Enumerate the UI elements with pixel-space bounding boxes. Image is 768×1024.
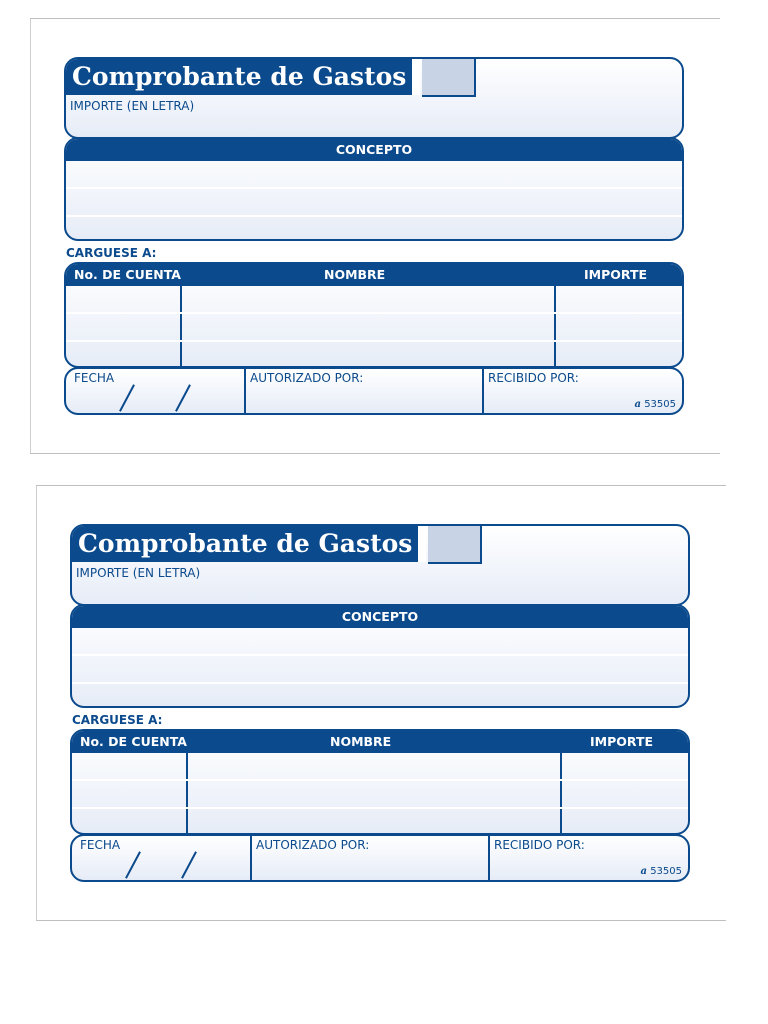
form-sheet-1 (30, 18, 720, 454)
amount-in-words-label: IMPORTE (EN LETRA) (76, 566, 201, 580)
account-table-header (66, 264, 682, 286)
date-separator (125, 851, 141, 878)
date-label: FECHA (74, 371, 115, 385)
title-divider (414, 526, 426, 562)
signature-box (64, 367, 684, 415)
concept-line (66, 187, 682, 189)
concept-header: CONCEPTO (66, 139, 682, 161)
footer-divider (482, 369, 484, 413)
charge-to-label: CARGUESE A: (72, 713, 163, 727)
account-table-header (72, 731, 688, 753)
column-divider (554, 286, 556, 366)
column-divider (186, 753, 188, 833)
concept-box (70, 604, 690, 708)
concept-header: CONCEPTO (72, 606, 688, 628)
received-by-label: RECIBIDO POR: (488, 371, 579, 385)
title-divider (408, 59, 420, 95)
signature-box (70, 834, 690, 882)
concept-line (72, 654, 688, 656)
concept-line (66, 215, 682, 217)
date-separator (119, 384, 135, 411)
footer-divider (250, 836, 252, 880)
brand-logo: a (640, 866, 647, 877)
expense-voucher-form (64, 57, 684, 417)
account-table (70, 729, 690, 835)
brand-logo: a (634, 399, 641, 410)
name-header: NOMBRE (324, 267, 386, 282)
account-number-header: No. DE CUENTA (80, 734, 187, 749)
charge-to-label: CARGUESE A: (66, 246, 157, 260)
amount-in-words-label: IMPORTE (EN LETRA) (70, 99, 195, 113)
account-table (64, 262, 684, 368)
amount-box (70, 524, 690, 606)
name-header: NOMBRE (330, 734, 392, 749)
column-divider (180, 286, 182, 366)
concept-box (64, 137, 684, 241)
concept-line (72, 682, 688, 684)
date-label: FECHA (80, 838, 121, 852)
table-line (66, 340, 682, 342)
form-sheet-2 (36, 485, 726, 921)
footer-divider (244, 369, 246, 413)
folio-cell (428, 526, 482, 564)
form-title: Comprobante de Gastos (72, 526, 414, 562)
amount-header: IMPORTE (590, 734, 654, 749)
form-title: Comprobante de Gastos (66, 59, 408, 95)
authorized-by-label: AUTORIZADO POR: (250, 371, 364, 385)
table-line (66, 312, 682, 314)
column-divider (560, 753, 562, 833)
amount-header: IMPORTE (584, 267, 648, 282)
amount-box (64, 57, 684, 139)
table-line (72, 779, 688, 781)
expense-voucher-form (70, 524, 690, 884)
footer-divider (488, 836, 490, 880)
authorized-by-label: AUTORIZADO POR: (256, 838, 370, 852)
date-separator (175, 384, 191, 411)
form-code: a 53505 (640, 866, 682, 877)
form-code: a 53505 (634, 399, 676, 410)
folio-cell (422, 59, 476, 97)
date-separator (181, 851, 197, 878)
account-number-header: No. DE CUENTA (74, 267, 181, 282)
table-line (72, 807, 688, 809)
received-by-label: RECIBIDO POR: (494, 838, 585, 852)
